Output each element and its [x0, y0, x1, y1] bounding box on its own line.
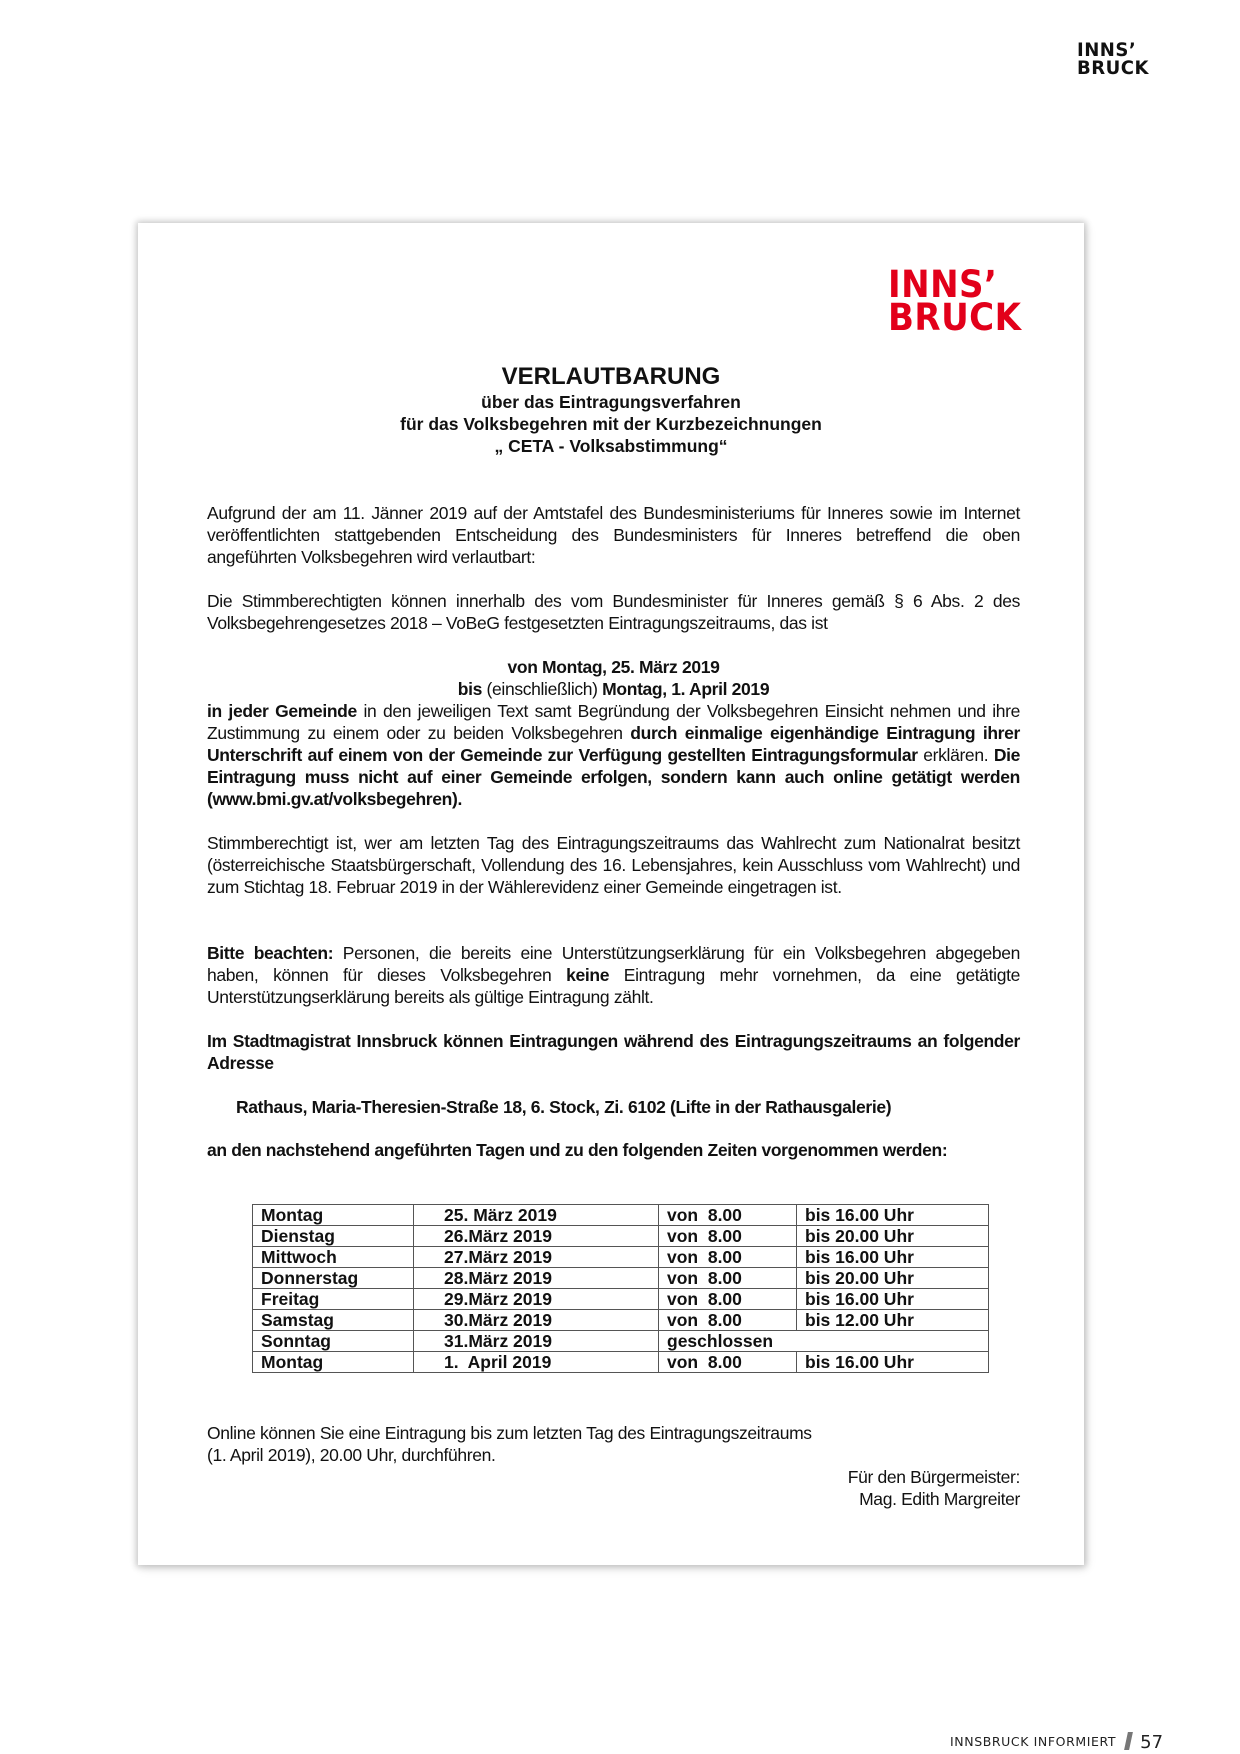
cell-date: 28.März 2019 — [414, 1268, 659, 1289]
cell-to: bis 20.00 Uhr — [797, 1268, 989, 1289]
innsbruck-logo — [888, 263, 1022, 339]
cell-day: Freitag — [253, 1289, 414, 1310]
cell-date: 27.März 2019 — [414, 1247, 659, 1268]
table-row — [253, 1226, 989, 1247]
address-text: Rathaus, Maria-Theresien-Straße 18, 6. Stock, Zi. 6102 (Lifte in der Rathausgalerie) — [236, 1097, 892, 1117]
cell-date: 26.März 2019 — [414, 1226, 659, 1247]
address-line — [236, 1096, 1049, 1118]
signature-name: Mag. Edith Margreiter — [859, 1489, 1020, 1509]
table-row — [253, 1268, 989, 1289]
paragraph-times-intro — [207, 1139, 1020, 1161]
period-from: von Montag, 25. März 2019 — [507, 657, 720, 677]
table-row — [253, 1331, 989, 1352]
cell-to: bis 16.00 Uhr — [797, 1205, 989, 1226]
page-number: 57 — [1140, 1732, 1164, 1753]
period-inclusive: (einschließlich) — [482, 679, 603, 699]
cell-day: Sonntag — [253, 1331, 414, 1352]
cell-from: von 8.00 — [659, 1352, 797, 1373]
signature-block — [207, 1466, 1020, 1510]
cell-closed: geschlossen — [659, 1331, 989, 1352]
cell-to: bis 16.00 Uhr — [797, 1289, 989, 1310]
period-dates — [207, 656, 1020, 700]
paragraph-eligibility-period — [207, 590, 1020, 634]
document-subtitle-2: für das Volksbegehren mit der Kurzbezeichnungen — [400, 414, 822, 434]
cell-from: von 8.00 — [659, 1247, 797, 1268]
cell-to: bis 16.00 Uhr — [797, 1352, 989, 1373]
slash-divider-icon — [1124, 1732, 1133, 1750]
location-intro-text: Im Stadtmagistrat Innsbruck können Eintragungen während des Eintragungszeitraums an folgender Adresse — [207, 1031, 1020, 1073]
text-bold: durch einmalige eigenhändige Eintragung ihrer Unterschrift auf einem von der Gemeinde zur Verfügung gestellten Eintragungsformular — [207, 723, 1020, 765]
document-subtitle-1: über das Eintragungsverfahren — [481, 392, 741, 412]
cell-day: Samstag — [253, 1310, 414, 1331]
publication-name: INNSBRUCK INFORMIERT — [950, 1734, 1117, 1749]
brand-logo-line2: BRUCK — [1077, 57, 1149, 79]
cell-from: von 8.00 — [659, 1205, 797, 1226]
cell-day: Mittwoch — [253, 1247, 414, 1268]
paragraph-period-text: Die Stimmberechtigten können innerhalb des vom Bundesminister für Inneres gemäß § 6 Abs. 2 des Volksbegehrengesetzes 2018 – VoBeG festgesetzten Eintragungszeitraums, das ist — [207, 591, 1020, 633]
paragraph-voter-eligibility-text: Stimmberechtigt ist, wer am letzten Tag des Eintragungszeitraums das Wahlrecht zum Nationalrat besitzt (österreichische Staatsbürgerschaft, Vollendung des 16. Lebensjahres, kein Ausschluss vom Wahlrecht) und zum Stichtag 18. Februar 2019 in der Wählerevidenz einer Gemeinde eingetragen ist. — [207, 833, 1020, 897]
brand-logo-header — [1077, 41, 1149, 77]
text-bold: in jeder Gemeinde — [207, 701, 357, 721]
logo-line1: INNS’ — [888, 263, 998, 306]
paragraph-location-intro — [207, 1030, 1020, 1074]
signature-role: Für den Bürgermeister: — [847, 1467, 1020, 1487]
text: erklären. — [917, 745, 994, 765]
cell-date: 1. April 2019 — [414, 1352, 659, 1373]
period-bis: bis — [457, 679, 483, 699]
table-row — [253, 1352, 989, 1373]
paragraph-notice — [207, 942, 1020, 1008]
cell-from: von 8.00 — [659, 1289, 797, 1310]
cell-day: Donnerstag — [253, 1268, 414, 1289]
notice-label: Bitte beachten: — [207, 943, 334, 963]
cell-date: 30.März 2019 — [414, 1310, 659, 1331]
schedule-table — [252, 1204, 989, 1373]
document-title: VERLAUTBARUNG — [501, 363, 721, 390]
text-bold: keine — [566, 965, 610, 985]
paragraph-intro-text: Aufgrund der am 11. Jänner 2019 auf der Amtstafel des Bundesministeriums für Inneres sowie im Internet veröffentlichten stattgebenden Entscheidung des Bundesministers für Inneres betreffend die oben angeführten Volksbegehren wird verlautbart: — [207, 503, 1020, 567]
cell-to: bis 16.00 Uhr — [797, 1247, 989, 1268]
table-row — [253, 1247, 989, 1268]
cell-to: bis 12.00 Uhr — [797, 1310, 989, 1331]
text: Personen, die bereits eine Unterstützungserklärung für ein Volksbegehren abgegeben haben, können für dieses Volksbegehren — [207, 943, 1020, 985]
cell-from: von 8.00 — [659, 1310, 797, 1331]
paragraph-intro — [207, 502, 1020, 568]
text: Eintragung mehr vornehmen, da eine getätigte Unterstützungserklärung bereits als gültige Eintragung zählt. — [207, 965, 1020, 1007]
paragraph-voter-eligibility — [207, 832, 1020, 898]
brand-logo-line1: INNS’ — [1077, 39, 1137, 61]
cell-date: 25. März 2019 — [414, 1205, 659, 1226]
online-line-2: (1. April 2019), 20.00 Uhr, durchführen. — [207, 1445, 496, 1465]
cell-from: von 8.00 — [659, 1226, 797, 1247]
online-line-1: Online können Sie eine Eintragung bis zum letzten Tag des Eintragungszeitraums — [207, 1423, 812, 1443]
paragraph-online — [207, 1422, 1020, 1466]
document-title-block — [138, 363, 1084, 457]
cell-day: Montag — [253, 1205, 414, 1226]
document-subtitle-3: „ CETA - Volksabstimmung“ — [494, 436, 728, 456]
text: in den jeweiligen Text samt Begründung der Volksbegehren Einsicht nehmen und ihre Zustimmung zu einem oder zu beiden Volksbegehren — [207, 701, 1020, 743]
cell-to: bis 20.00 Uhr — [797, 1226, 989, 1247]
logo-line2: BRUCK — [888, 296, 1022, 339]
period-to: Montag, 1. April 2019 — [602, 679, 770, 699]
paragraph-procedure — [207, 700, 1020, 810]
page-footer — [950, 1732, 1163, 1753]
cell-date: 29.März 2019 — [414, 1289, 659, 1310]
cell-day: Montag — [253, 1352, 414, 1373]
table-row — [253, 1310, 989, 1331]
cell-from: von 8.00 — [659, 1268, 797, 1289]
cell-date: 31.März 2019 — [414, 1331, 659, 1352]
table-row — [253, 1205, 989, 1226]
cell-day: Dienstag — [253, 1226, 414, 1247]
online-note: Die Eintragung muss nicht auf einer Gemeinde erfolgen, sondern kann auch online getätigt werden (www.bmi.gv.at/volksbegehren). — [207, 745, 1020, 809]
table-row — [253, 1289, 989, 1310]
times-intro-text: an den nachstehend angeführten Tagen und zu den folgenden Zeiten vorgenommen werden: — [207, 1140, 948, 1160]
